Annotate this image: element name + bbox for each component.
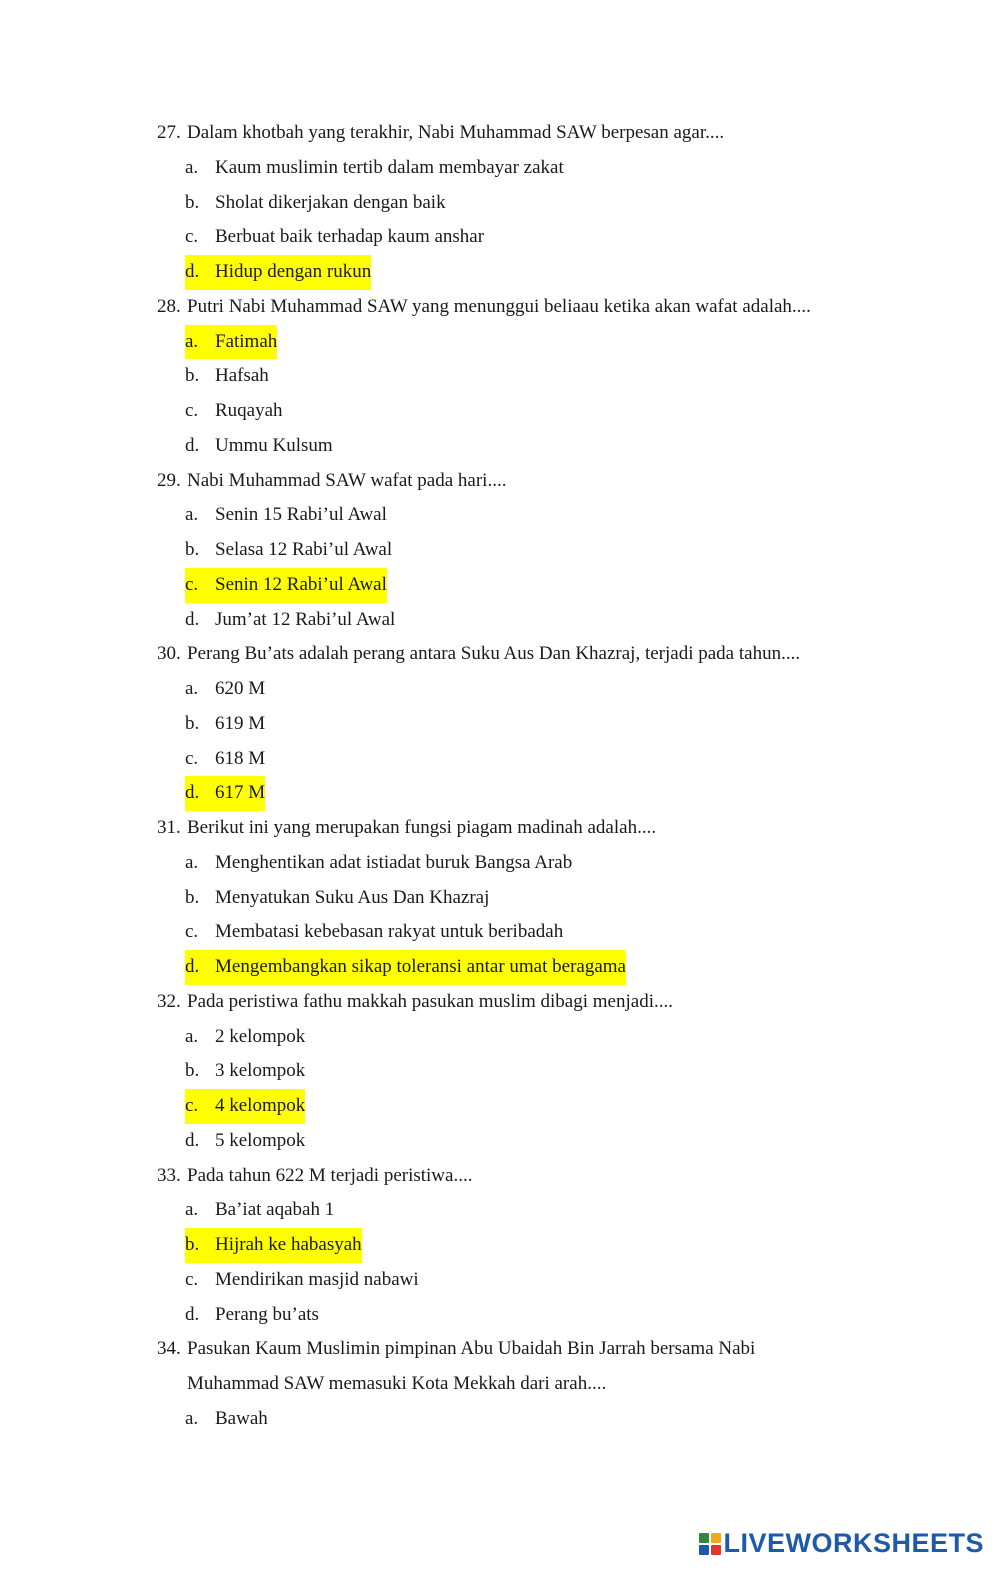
question-34 [157, 1332, 877, 1367]
option-content [185, 1263, 419, 1298]
option-text: Ba’iat aqabah 1 [215, 1199, 335, 1221]
question-29 [157, 464, 877, 499]
answer-option[interactable] [157, 881, 877, 916]
highlighted-answer [185, 1089, 305, 1124]
option-letter: c. [185, 747, 199, 769]
highlighted-answer [185, 776, 265, 811]
option-content [185, 742, 265, 777]
option-text: Mendirikan masjid nabawi [215, 1268, 419, 1290]
option-letter: d. [185, 1303, 200, 1325]
option-letter: a. [185, 1025, 199, 1047]
option-letter: b. [185, 365, 200, 387]
option-letter: a. [185, 851, 199, 873]
option-content [185, 672, 265, 707]
question-text: Nabi Muhammad SAW wafat pada hari.... [187, 469, 507, 491]
option-text: Fatimah [215, 330, 278, 352]
option-letter: a. [185, 330, 199, 352]
brand-name: LIVEWORKSHEETS [723, 1528, 984, 1558]
option-content [185, 1402, 268, 1437]
answer-option[interactable] [157, 1124, 877, 1159]
option-content [185, 533, 392, 568]
question-number: 30. [157, 643, 181, 665]
option-letter: a. [185, 1407, 199, 1429]
answer-option[interactable] [157, 776, 877, 811]
option-letter: c. [185, 1095, 199, 1116]
option-letter: d. [185, 1129, 200, 1151]
answer-option[interactable] [157, 568, 877, 603]
option-content [185, 1298, 319, 1333]
question-31 [157, 811, 877, 846]
answer-option[interactable] [157, 498, 877, 533]
answer-option[interactable] [157, 1263, 877, 1298]
highlighted-answer [185, 950, 626, 985]
option-content [185, 1193, 334, 1228]
option-letter: c. [185, 573, 199, 595]
option-text: Senin 12 Rabi’ul Awal [215, 573, 387, 595]
answer-option[interactable] [157, 1228, 877, 1263]
question-text: Pasukan Kaum Muslimin pimpinan Abu Ubaidah Bin Jarrah bersama Nabi [187, 1338, 756, 1360]
question-27 [157, 116, 877, 151]
answer-option[interactable] [157, 603, 877, 638]
option-letter: d. [185, 608, 200, 630]
logo-tile [699, 1533, 709, 1543]
liveworksheets-brand [699, 1528, 984, 1559]
option-text: Berbuat baik terhadap kaum anshar [215, 226, 485, 248]
answer-option[interactable] [157, 533, 877, 568]
answer-option[interactable] [157, 255, 877, 290]
option-text: 619 M [215, 712, 266, 734]
option-text: Bawah [215, 1407, 268, 1429]
answer-option[interactable] [157, 394, 877, 429]
answer-option[interactable] [157, 186, 877, 221]
answer-option[interactable] [157, 672, 877, 707]
option-content [185, 603, 395, 638]
question-number: 29. [157, 469, 181, 491]
highlighted-answer [185, 1228, 362, 1263]
option-letter: b. [185, 1234, 200, 1255]
option-letter: a. [185, 156, 199, 178]
question-text: Perang Bu’ats adalah perang antara Suku Aus Dan Khazraj, terjadi pada tahun.... [187, 643, 801, 665]
question-32 [157, 985, 877, 1020]
option-letter: b. [185, 712, 200, 734]
option-text: Senin 15 Rabi’ul Awal [215, 504, 387, 526]
option-letter: c. [185, 1268, 199, 1290]
option-text: Mengembangkan sikap toleransi antar umat beragama [215, 956, 626, 977]
question-text: Dalam khotbah yang terakhir, Nabi Muhammad SAW berpesan agar.... [187, 122, 725, 143]
answer-option[interactable] [157, 429, 877, 464]
question-number: 34. [157, 1338, 181, 1360]
option-text: 2 kelompok [215, 1025, 306, 1047]
option-text: 4 kelompok [215, 1095, 306, 1116]
option-text: Kaum muslimin tertib dalam membayar zakat [215, 156, 564, 178]
question-number: 31. [157, 817, 181, 838]
option-text: Membatasi kebebasan rakyat untuk beribadah [215, 921, 564, 943]
option-content [185, 1054, 305, 1089]
option-letter: b. [185, 539, 200, 560]
option-letter: b. [185, 191, 200, 213]
option-text: Hijrah ke habasyah [215, 1234, 362, 1255]
option-text: Sholat dikerjakan dengan baik [215, 191, 446, 213]
option-content [185, 881, 489, 916]
option-letter: c. [185, 400, 199, 421]
answer-option[interactable] [157, 151, 877, 186]
answer-option[interactable] [157, 1193, 877, 1228]
option-letter: b. [185, 886, 200, 908]
answer-option[interactable] [157, 359, 877, 394]
option-text: Menyatukan Suku Aus Dan Khazraj [215, 886, 490, 908]
question-list [157, 116, 877, 1437]
question-text: Berikut ini yang merupakan fungsi piagam madinah adalah.... [187, 817, 657, 838]
answer-option[interactable] [157, 742, 877, 777]
question-number: 28. [157, 295, 181, 317]
question-text-continued: Muhammad SAW memasuki Kota Mekkah dari arah.... [187, 1373, 607, 1394]
option-text: 620 M [215, 678, 266, 699]
answer-option[interactable] [157, 950, 877, 985]
option-text: 3 kelompok [215, 1060, 306, 1082]
option-content [185, 1020, 305, 1055]
option-letter: d. [185, 261, 200, 282]
answer-option[interactable] [157, 846, 877, 881]
answer-option[interactable] [157, 1089, 877, 1124]
option-content [185, 394, 283, 429]
option-content [185, 846, 572, 881]
option-text: Jum’at 12 Rabi’ul Awal [215, 608, 396, 630]
option-content [185, 498, 387, 533]
option-content [185, 220, 484, 255]
option-letter: a. [185, 678, 199, 699]
option-content [185, 1124, 305, 1159]
option-content [185, 151, 564, 186]
question-number: 27. [157, 122, 181, 143]
option-text: Perang bu’ats [215, 1303, 319, 1325]
question-number: 33. [157, 1164, 181, 1186]
question-28 [157, 290, 877, 325]
option-text: Ruqayah [215, 400, 283, 421]
highlighted-answer [185, 568, 387, 603]
option-letter: d. [185, 956, 200, 977]
answer-option[interactable] [157, 915, 877, 950]
option-text: Menghentikan adat istiadat buruk Bangsa Arab [215, 851, 573, 873]
question-number: 32. [157, 990, 181, 1012]
option-content [185, 429, 333, 464]
answer-option[interactable] [157, 220, 877, 255]
answer-option[interactable] [157, 325, 877, 360]
answer-option[interactable] [157, 1054, 877, 1089]
highlighted-answer [185, 255, 371, 290]
option-content [185, 915, 563, 950]
option-text: 617 M [215, 782, 266, 804]
option-letter: a. [185, 1199, 199, 1221]
logo-tile [711, 1533, 721, 1543]
option-text: Hidup dengan rukun [215, 261, 372, 282]
option-content [185, 707, 265, 742]
option-text: 618 M [215, 747, 266, 769]
option-letter: d. [185, 782, 200, 804]
option-letter: b. [185, 1060, 200, 1082]
option-text: Ummu Kulsum [215, 434, 333, 456]
answer-option[interactable] [157, 1020, 877, 1055]
logo-tile [699, 1545, 709, 1555]
question-text: Putri Nabi Muhammad SAW yang menunggui beliaau ketika akan wafat adalah.... [187, 295, 811, 317]
question-text: Pada tahun 622 M terjadi peristiwa.... [187, 1164, 473, 1186]
option-letter: c. [185, 921, 199, 943]
option-content [185, 359, 269, 394]
option-content [185, 186, 446, 221]
answer-option[interactable] [157, 1402, 877, 1437]
option-text: 5 kelompok [215, 1129, 306, 1151]
question-33 [157, 1159, 877, 1194]
highlighted-answer [185, 325, 277, 360]
option-text: Hafsah [215, 365, 269, 387]
answer-option[interactable] [157, 1298, 877, 1333]
logo-tile [711, 1545, 721, 1555]
liveworksheets-logo-icon [699, 1533, 721, 1555]
question-30 [157, 637, 877, 672]
question-text: Pada peristiwa fathu makkah pasukan muslim dibagi menjadi.... [187, 990, 673, 1012]
option-text: Selasa 12 Rabi’ul Awal [215, 539, 393, 560]
option-letter: c. [185, 226, 199, 248]
answer-option[interactable] [157, 707, 877, 742]
option-letter: d. [185, 434, 200, 456]
option-letter: a. [185, 504, 199, 526]
